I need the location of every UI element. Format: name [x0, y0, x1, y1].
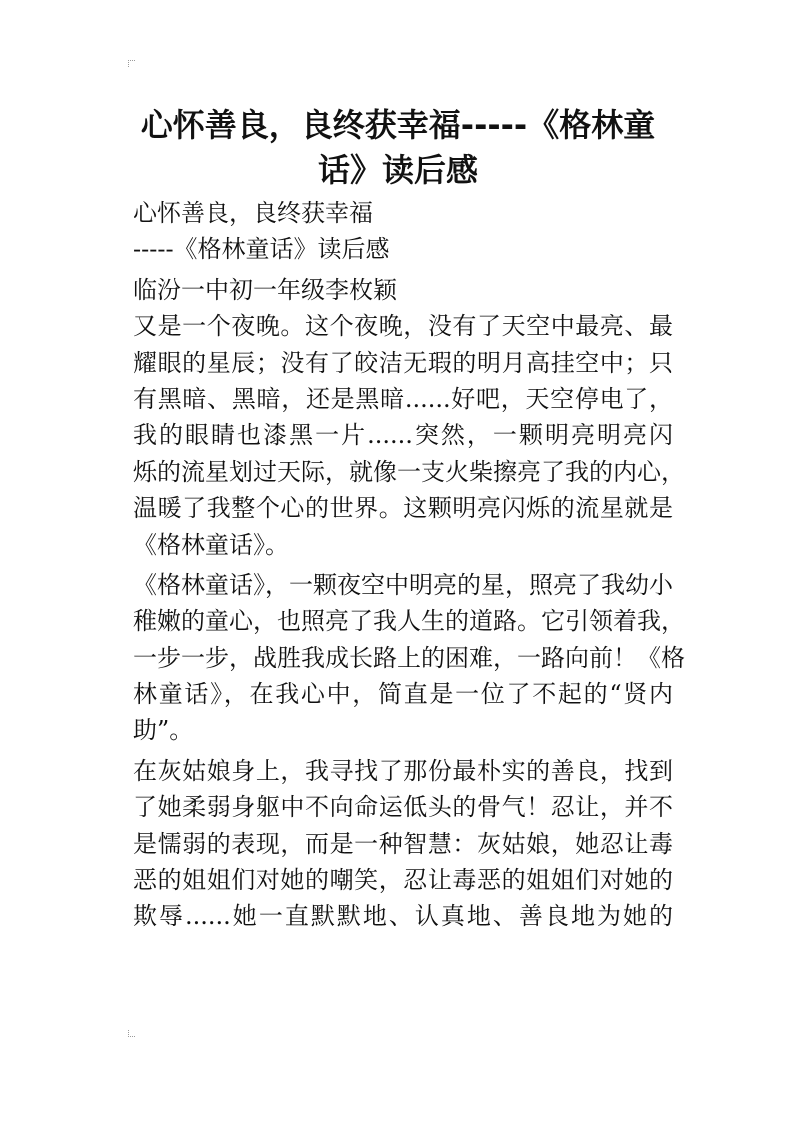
crop-mark-top-left: [128, 60, 135, 67]
paragraph-line: 又是一个夜晚。这个夜晚，没有了天空中最亮、最: [133, 312, 673, 341]
paragraph-line: 有黑暗、黑暗，还是黑暗......好吧，天空停电了，: [133, 384, 673, 413]
paragraph-line: 一步一步，战胜我成长路上的困难，一路向前！《格: [133, 643, 685, 672]
subtitle-line: 心怀善良，良终获幸福: [133, 199, 373, 227]
paragraph-line: 温暖了我整个心的世界。这颗明亮闪烁的流星就是: [133, 494, 673, 523]
paragraph-line: 林童话》，在我心中，简直是一位了不起的“贤内: [133, 680, 673, 709]
crop-mark-bottom-left: [128, 1030, 135, 1037]
paragraph-line: 助”。: [133, 716, 194, 745]
paragraph-line: 恶的姐姐们对她的嘲笑，忍让毒恶的姐姐们对她的: [133, 866, 673, 895]
paragraph-line: 我的眼睛也漆黑一片......突然，一颗明亮明亮闪: [133, 421, 673, 450]
paragraph-line: 了她柔弱身躯中不向命运低头的骨气！忍让，并不: [133, 793, 673, 822]
document-title: [120, 103, 676, 193]
title-line-1: 心怀善良，良终获幸福-----《格林童: [140, 106, 656, 144]
paragraph-line: 烁的流星划过天际，就像一支火柴擦亮了我的内心，: [133, 457, 685, 486]
paragraph-line: 欺辱......她一直默默地、认真地、善良地为她的: [133, 902, 673, 931]
paragraph-line: 稚嫩的童心，也照亮了我人生的道路。它引领着我，: [133, 607, 685, 636]
paragraph-line: 《格林童话》，一颗夜空中明亮的星，照亮了我幼小: [133, 570, 673, 599]
subtitle-line: -----《格林童话》读后感: [133, 235, 390, 264]
title-line-2: 话》读后感: [317, 151, 478, 189]
document-body: [133, 195, 685, 935]
paragraph-line: 是懦弱的表现，而是一种智慧：灰姑娘，她忍让毒: [133, 829, 673, 858]
author-line: 临汾一中初一年级李枚颖: [133, 275, 397, 304]
paragraph-line: 耀眼的星辰；没有了皎洁无瑕的明月高挂空中；只: [133, 348, 673, 377]
paragraph-line: 《格林童话》。: [133, 530, 289, 559]
paragraph-line: 在灰姑娘身上，我寻找了那份最朴实的善良，找到: [133, 756, 673, 785]
